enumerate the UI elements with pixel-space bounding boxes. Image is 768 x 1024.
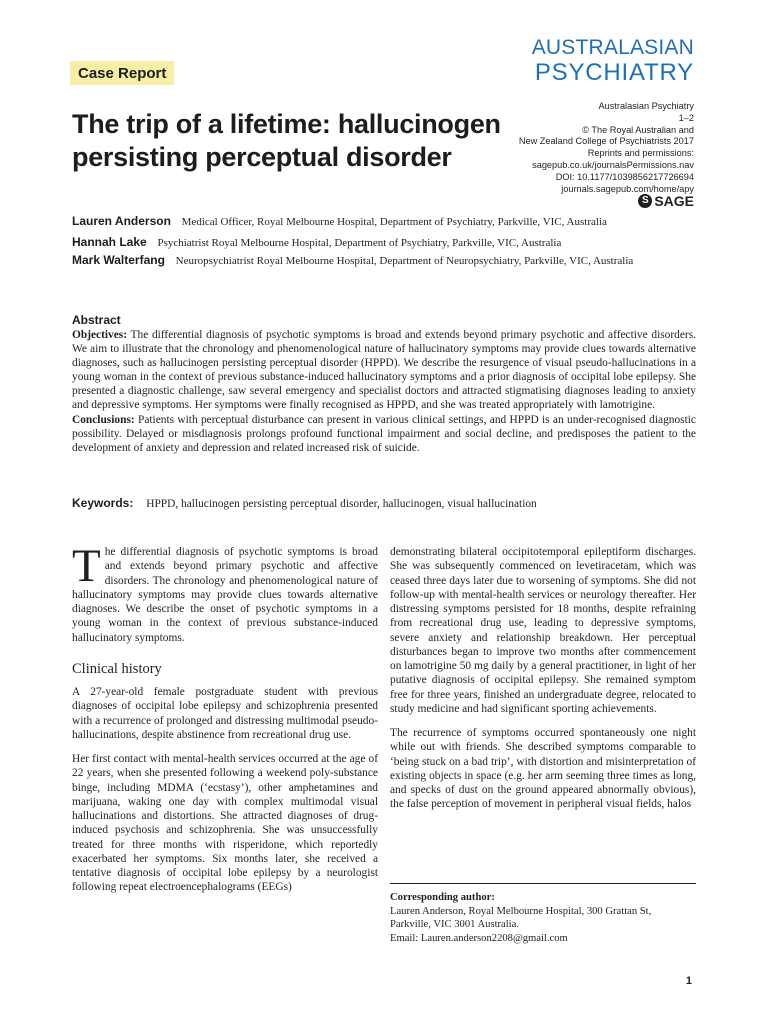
body-paragraph: Her first contact with mental-health services occurred at the age of 22 years, when she presented following a weekend poly-substance binge, including MDMA (‘ecstasy’), other amphetamines and marijuana, waking one day with complex multimodal visual hallucinations and distortions. She attracted diagnoses of drug-induced psychosis and schizophrenia. She was unsuccessfully treated for three months with risperidone, which reportedly exacerbated her symptoms. Six months later, she received a tentative diagnosis of occipital lobe epilepsy by a neurologist following repeat electroencephalograms (EEGs) bbox=[72, 753, 378, 894]
intro-paragraph bbox=[72, 540, 378, 645]
intro-text: he differential diagnosis of psychotic symptoms is broad and extends beyond primary psychotic and affective disorders. The chronology and phenomenological nature of hallucinatory symptoms may provide clues towards alternative diagnoses. We describe the onset of psychotic symptoms in a young woman in the context of previous substance-induced hallucinatory symptoms. bbox=[72, 546, 378, 644]
pubinfo-doi[interactable]: DOI: 10.1177/1039856217726694 bbox=[555, 171, 694, 182]
author-name: Hannah Lake bbox=[72, 235, 147, 249]
author-affiliation: Neuropsychiatrist Royal Melbourne Hospital, Department of Neuropsychiatry, Parkville, VIC, Australia bbox=[175, 255, 634, 267]
abstract-heading: Abstract bbox=[72, 313, 121, 327]
corresponding-author bbox=[390, 883, 696, 945]
body-paragraph: The recurrence of symptoms occurred spontaneously one night while out with friends. She described symptoms comparable to ‘being stuck on a bad trip’, with distortion and misinterpretation of existing objects in space (e.g. her arm seeming three times as long, and specks of dust on the ground appeared abnormally obvious), the false perception of movement in peripheral visual fields, halos bbox=[390, 727, 696, 811]
section-heading: Clinical history bbox=[72, 660, 162, 677]
objectives-text: The differential diagnosis of psychotic symptoms is broad and extends beyond primary psychotic and affective disorders. We aim to illustrate that the chronology and phenomenological nature of hallucinatory symptoms may provide clues towards alternative diagnoses, such as hallucinogen persisting perceptual disorder (HPPD). We describe the resurgence of visual pseudo-hallucinations in a young woman in the context of previous substance-induced hallucinatory symptoms and a prior diagnosis of occipital lobe epilepsy. She presented a diagnostic challenge, saw several emergency and specialist doctors and attracted stigmatising diagnoses leading to anxiety and depressive symptoms. Her symptoms were finally recognised as HPPD, and she was treated appropriately with lamotrigine. bbox=[72, 329, 696, 412]
pubinfo-journal: Australasian Psychiatry bbox=[598, 101, 694, 111]
conclusions-text: Patients with perceptual disturbance can present in various clinical settings, and HPPD is an under-recognised diagnostic possibility. Delayed or misdiagnosis prolongs profound functional impairment and social decline, and predisposes the patient to the development of anxiety and depression and related increased risk of suicide. bbox=[72, 413, 696, 454]
publication-info bbox=[519, 101, 694, 195]
journal-name-line2: PSYCHIATRY bbox=[534, 59, 694, 86]
author-affiliation: Psychiatrist Royal Melbourne Hospital, Department of Psychiatry, Parkville, VIC, Australia bbox=[157, 237, 562, 249]
journal-logo bbox=[532, 35, 694, 85]
keywords bbox=[72, 496, 537, 510]
corresponding-label: Corresponding author: bbox=[390, 892, 495, 903]
pubinfo-permissions-link[interactable]: sagepub.co.uk/journalsPermissions.nav bbox=[532, 159, 694, 170]
keywords-text: HPPD, hallucinogen persisting perceptual disorder, hallucinogen, visual hallucination bbox=[146, 498, 537, 510]
author-name: Lauren Anderson bbox=[72, 214, 171, 228]
conclusions-label: Conclusions: bbox=[72, 413, 135, 426]
pubinfo-journal-url[interactable]: journals.sagepub.com/home/apy bbox=[561, 183, 694, 194]
pubinfo-reprints: Reprints and permissions: bbox=[587, 148, 694, 159]
pubinfo-copyright: © The Royal Australian and bbox=[582, 124, 694, 135]
body-paragraph: demonstrating bilateral occipitotemporal epileptiform discharges. She was subsequently commenced on levetiracetam, which was ceased three days later due to worsening of symptoms. She did not follow-up with mental-health services or neurology thereafter. Her distressing symptoms persisted for 18 months, despite refraining from recreational drug use, leading to depressive symptoms, severe anxiety and relationship breakdown. Her perceptual disturbances began to improve two months after commencement on lamotrigine 50 mg daily by a general practitioner, in light of her putative diagnosis of occipital epilepsy. She remained symptom free for three years, finished an undergraduate degree, relocated to study medicine and had significant sporting achievements. bbox=[390, 546, 696, 715]
journal-name-line1: AUSTRALASIAN bbox=[531, 36, 694, 59]
pubinfo-copyright-holder: New Zealand College of Psychiatrists 2017 bbox=[518, 136, 694, 147]
abstract-conclusions bbox=[72, 413, 696, 455]
abstract bbox=[72, 313, 696, 455]
page-number: 1 bbox=[685, 975, 692, 987]
body-column-left bbox=[72, 540, 378, 905]
corresponding-email[interactable]: Email: Lauren.anderson2208@gmail.com bbox=[390, 932, 568, 944]
sage-logo-icon: S bbox=[638, 194, 652, 208]
publisher-logo bbox=[638, 193, 694, 209]
objectives-label: Objectives: bbox=[72, 329, 128, 341]
article-title: The trip of a lifetime: hallucinogen persisting perceptual disorder bbox=[72, 109, 501, 172]
corresponding-address-line: Parkville, VIC 3001 Australia. bbox=[390, 919, 519, 930]
abstract-objectives bbox=[72, 328, 696, 413]
author-row bbox=[72, 214, 607, 228]
pubinfo-pages: 1–2 bbox=[678, 112, 694, 123]
keywords-label: Keywords: bbox=[72, 496, 134, 510]
author-row bbox=[72, 235, 561, 249]
corresponding-address-line: Lauren Anderson, Royal Melbourne Hospital, 300 Grattan St, bbox=[390, 905, 652, 917]
author-affiliation: Medical Officer, Royal Melbourne Hospital, Department of Psychiatry, Parkville, VIC, Australia bbox=[181, 216, 607, 228]
author-row bbox=[72, 253, 633, 267]
body-paragraph: A 27-year-old female postgraduate student with previous diagnoses of occipital lobe epilepsy and schizophrenia presented with a recurrence of prolonged and distressing multimodal pseudo-hallucinations, despite abstinence from recreational drug use. bbox=[72, 686, 378, 741]
publisher-name: SAGE bbox=[654, 193, 694, 209]
author-name: Mark Walterfang bbox=[72, 253, 165, 267]
article-type-badge: Case Report bbox=[70, 61, 174, 85]
drop-cap: T bbox=[72, 540, 101, 592]
body-column-right bbox=[390, 545, 696, 822]
